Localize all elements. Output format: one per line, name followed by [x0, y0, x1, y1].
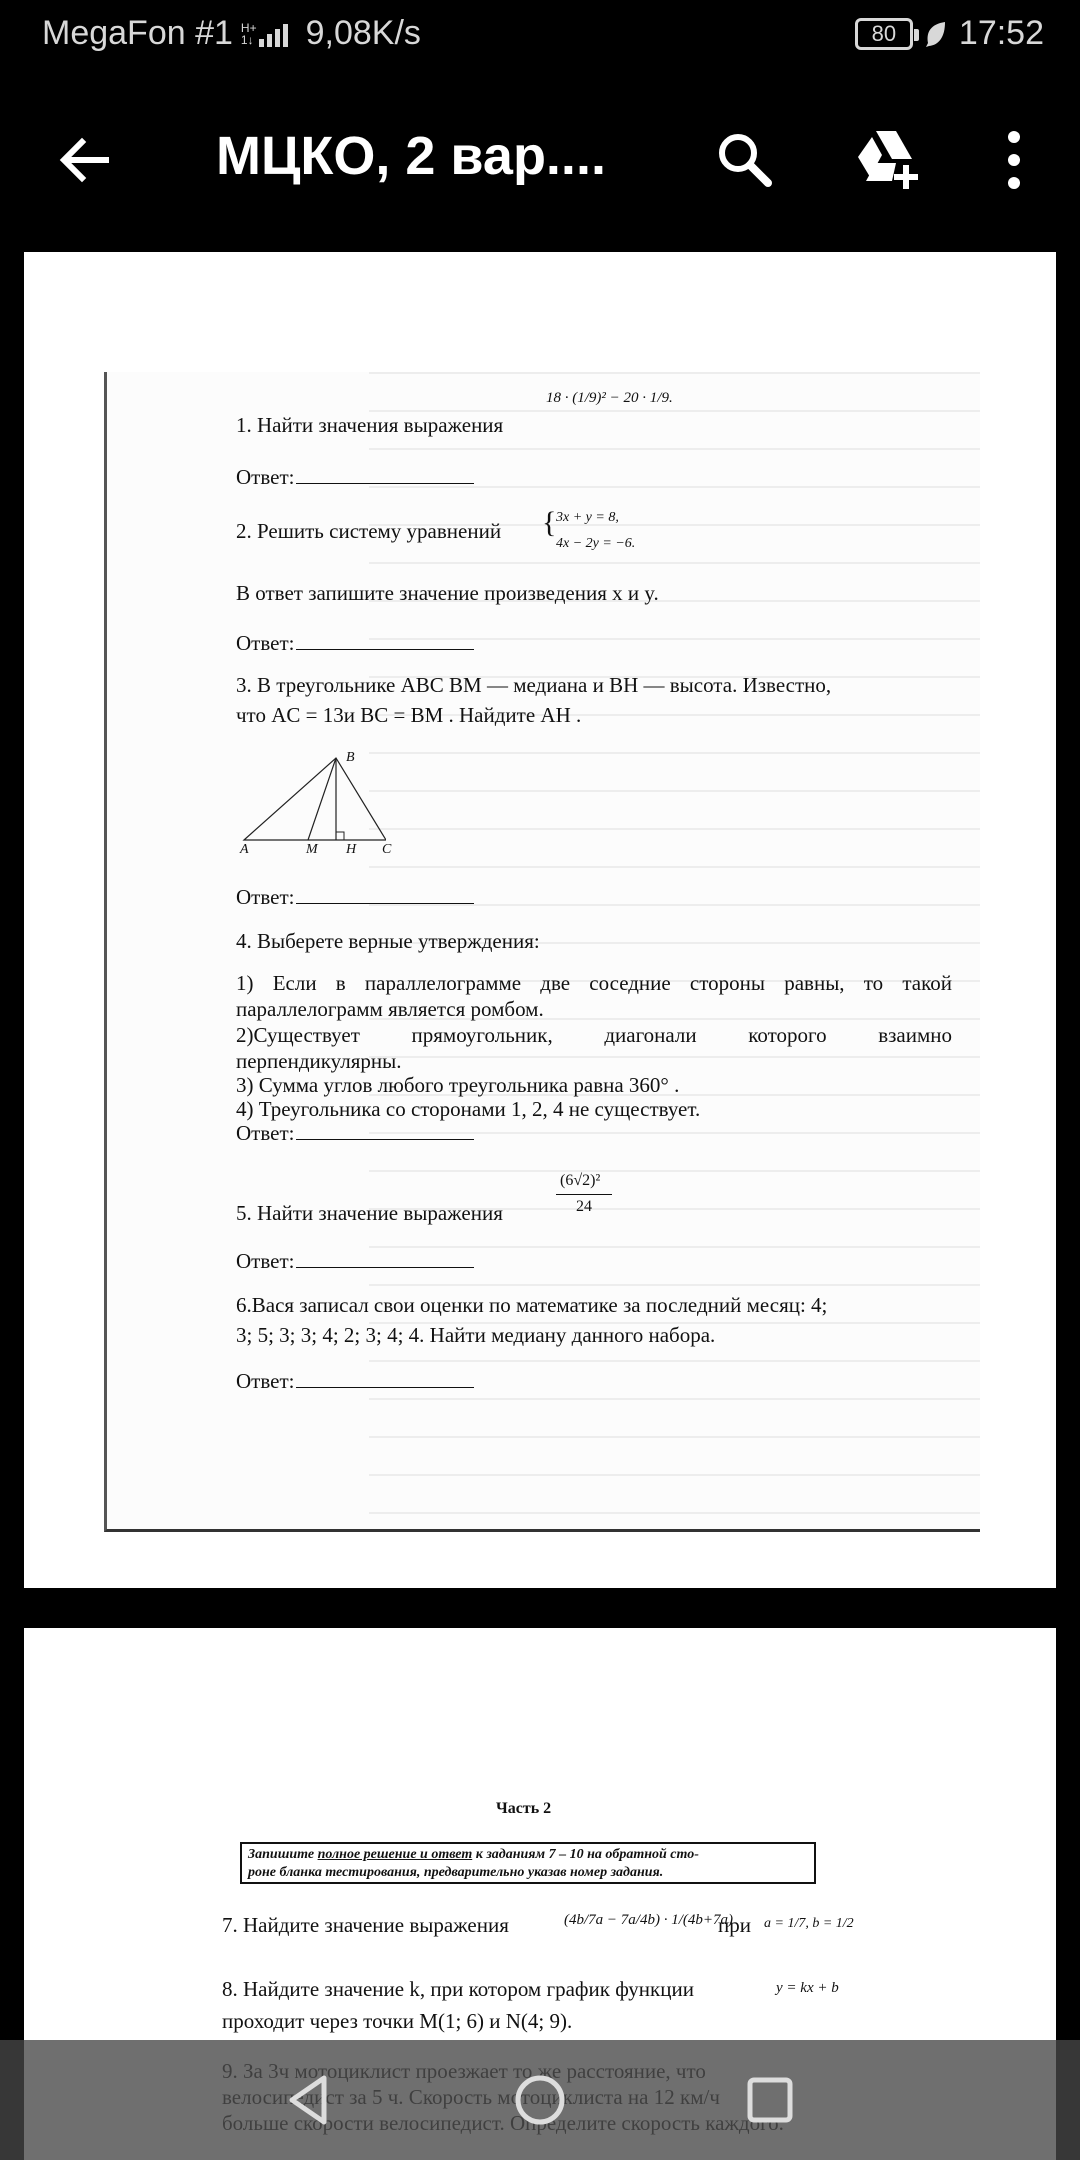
answer-row: Ответ:: [236, 464, 474, 490]
search-icon[interactable]: [712, 127, 776, 191]
question-1-expression: 18 · (1/9)² − 20 · 1/9.: [546, 390, 673, 406]
status-bar: [0, 0, 1080, 75]
question-8-function: y = kx + b: [776, 1980, 839, 1996]
network-type: H+ 1↓: [240, 20, 257, 47]
status-right: [855, 14, 1044, 53]
more-vertical-icon[interactable]: [994, 125, 1034, 195]
question-3-line2: что AC = 13и BC = BM . Найдите AH .: [236, 703, 582, 727]
question-1-text: 1. Найти значения выражения: [236, 413, 504, 437]
nav-back-icon[interactable]: [278, 2068, 342, 2132]
answer-row: Ответ:: [236, 1368, 474, 1394]
answer-row: Ответ:: [236, 884, 474, 910]
label-m: M: [306, 842, 318, 857]
question-2-eq2: 4x − 2y = −6.: [556, 536, 636, 551]
carrier-name: MegaFon #1: [42, 14, 233, 52]
network-speed: 9,08K/s: [305, 14, 421, 52]
question-8-text: 8. Найдите значение k, при котором график функции: [222, 1977, 694, 2001]
question-4-s2a: 2)Существует прямоугольник, диагонали которого взаимно: [236, 1023, 952, 1047]
label-b: B: [346, 750, 355, 765]
question-5-numerator: (6√2)²: [560, 1172, 601, 1189]
answer-row: Ответ:: [236, 1120, 474, 1146]
status-left: [42, 14, 421, 53]
system-nav-bar: [0, 2040, 1080, 2160]
arrow-left-icon[interactable]: [50, 125, 120, 195]
app-bar: [0, 75, 1080, 240]
battery-icon: 80: [855, 18, 913, 50]
instruction-box: Запишите полное решение и ответ к заданиям 7 – 10 на обратной сто- роне бланка тестирования, предварительно указав номер задания.: [240, 1842, 816, 1884]
question-2-text: 2. Решить систему уравнений: [236, 519, 502, 543]
clock: 17:52: [958, 14, 1044, 52]
label-h: H: [346, 842, 357, 857]
question-4-title: 4. Выберете верные утверждения:: [236, 929, 540, 953]
answer-row: Ответ:: [236, 1248, 474, 1274]
question-4-s1b: параллелограмм является ромбом.: [236, 997, 544, 1021]
question-6-line2: 3; 5; 3; 3; 4; 2; 3; 4; 4. Найти медиану данного набора.: [236, 1323, 716, 1347]
google-drive-add-icon[interactable]: [852, 127, 924, 191]
question-4-s4: 4) Треугольника со сторонами 1, 2, 4 не существует.: [236, 1097, 701, 1121]
question-3-line1: 3. В треугольнике ABC BM — медиана и BH — высота. Известно,: [236, 673, 832, 697]
question-4-s1a: 1) Если в параллелограмме две соседние стороны равны, то такой: [236, 971, 952, 995]
question-5-text: 5. Найти значение выражения: [236, 1201, 503, 1225]
nav-recents-icon[interactable]: [738, 2068, 802, 2132]
signal-icon: [259, 21, 288, 47]
question-7-expression: (4b/7a − 7a/4b) · 1/(4b+7a): [564, 1912, 733, 1928]
question-7-text: 7. Найдите значение выражения: [222, 1913, 509, 1937]
label-a: A: [240, 842, 249, 857]
question-4-s3: 3) Сумма углов любого треугольника равна 360° .: [236, 1073, 680, 1097]
question-2-eq1: 3x + y = 8,: [556, 510, 619, 525]
fraction-bar: [556, 1194, 612, 1195]
question-2-note: В ответ запишите значение произведения x и y.: [236, 581, 659, 605]
question-4-s2b: перпендикулярны.: [236, 1049, 402, 1073]
question-7-when: при: [718, 1913, 751, 1937]
question-8-line2: проходит через точки M(1; 6) и N(4; 9).: [222, 2009, 573, 2033]
question-5-denominator: 24: [576, 1198, 592, 1215]
question-6-line1: 6.Вася записал свои оценки по математике за последний месяц: 4;: [236, 1293, 828, 1317]
answer-row: Ответ:: [236, 630, 474, 656]
document-page-1[interactable]: [24, 252, 1056, 1588]
question-7-condition: a = 1/7, b = 1/2: [764, 1916, 854, 1931]
part-title: Часть 2: [496, 1800, 552, 1817]
leaf-icon: [923, 19, 949, 49]
document-title: МЦКО, 2 вар....: [216, 126, 606, 186]
brace: {: [542, 506, 557, 539]
nav-home-icon[interactable]: [508, 2068, 572, 2132]
label-c: C: [382, 842, 392, 857]
